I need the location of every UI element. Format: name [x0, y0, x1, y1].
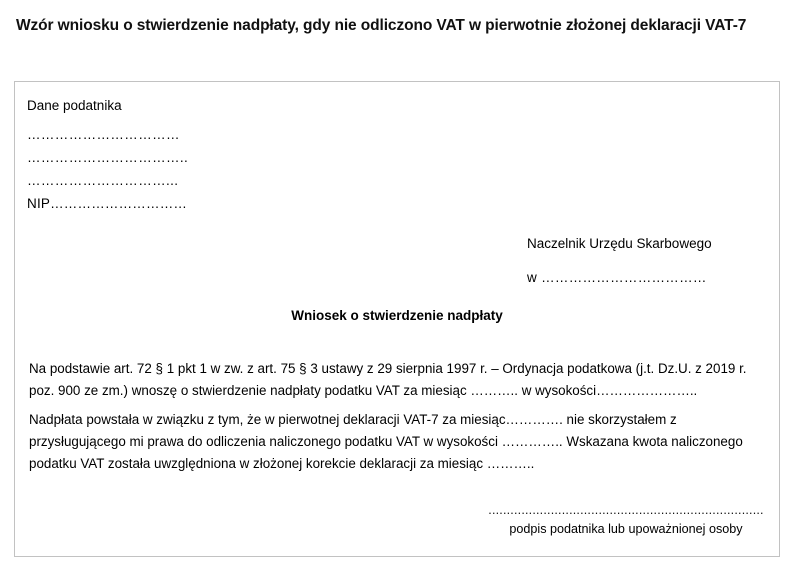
taxpayer-data-label: Dane podatnika — [27, 98, 122, 113]
taxpayer-nip-field[interactable]: NIP………………………… — [27, 196, 188, 211]
addressee-city-field[interactable]: w ……………………………… — [527, 270, 707, 285]
addressee-office-label: Naczelnik Urzędu Skarbowego — [527, 236, 712, 251]
page-title: Wzór wniosku o stwierdzenie nadpłaty, gdy nie odliczono VAT w pierwotnie złożonej deklaracji VAT-7 — [16, 17, 747, 34]
addressee-block — [527, 234, 779, 288]
body-paragraph-2: Nadpłata powstała w związku z tym, że w pierwotnej deklaracji VAT-7 za miesiąc…………. nie skorzystałem z przysługującego mi prawa do odliczenia naliczonego podatku VAT w wysokości ………….. Wskazana kwota naliczonego podatku VAT została uwzględniona w złożonej korekcie deklaracji za miesiąc ……….. — [29, 412, 743, 471]
taxpayer-data-block — [27, 96, 347, 215]
taxpayer-field-line-3[interactable]: …………………………... — [27, 173, 179, 188]
form-heading: Wniosek o stwierdzenie nadpłaty — [291, 308, 503, 323]
taxpayer-field-line-2[interactable]: …………………………….. — [27, 150, 189, 165]
form-body-text — [29, 358, 767, 475]
body-paragraph-1: Na podstawie art. 72 § 1 pkt 1 w zw. z art. 75 § 3 ustawy z 29 sierpnia 1997 r. – Ordynacja podatkowa (j.t. Dz.U. z 2019 r. poz. 900 ze zm.) wnoszę o stwierdzenie nadpłaty podatku VAT za miesiąc ……….. w wysokości………………….. — [29, 361, 747, 398]
form-container — [14, 81, 780, 557]
taxpayer-field-line-1[interactable]: …………………………… — [27, 127, 180, 142]
signature-block — [485, 502, 767, 539]
signature-caption: podpis podatnika lub upoważnionej osoby — [509, 522, 743, 536]
signature-line[interactable]: ........................................................................... — [488, 503, 764, 517]
form-inner — [15, 82, 779, 556]
